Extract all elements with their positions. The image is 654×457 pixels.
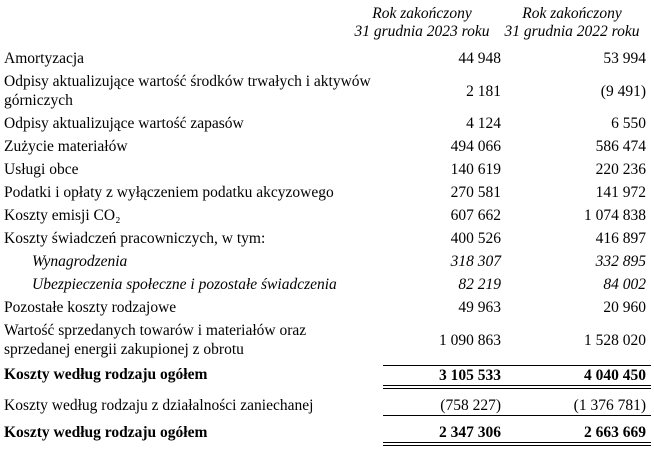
row-label: Amortyzacja (4, 50, 85, 67)
row-label: Podatki i opłaty z wyłączeniem podatku akcyzowego (4, 184, 334, 201)
value-2022: 4 040 450 (584, 366, 646, 384)
value-2022: 1 528 020 (584, 331, 646, 349)
table-row (4, 273, 651, 296)
table-row (4, 250, 651, 273)
row-values (383, 229, 651, 248)
row-label: Koszty emisji CO₂ (4, 207, 121, 224)
column-header-2023-line2: 31 grudnia 2023 roku (354, 23, 490, 40)
column-header-2022-line2: 31 grudnia 2022 roku (504, 23, 640, 40)
row-values (383, 49, 651, 68)
row-label: Wartość sprzedanych towarów i materiałów oraz sprzedanej energii zakupionej z obrotu (4, 322, 307, 358)
row-values (383, 114, 651, 133)
row-values (383, 72, 651, 110)
value-2023: 494 066 (450, 138, 501, 155)
value-2022: 84 002 (603, 276, 646, 293)
table-row (4, 227, 651, 250)
row-label: Koszty według rodzaju z działalności zaniechanej (4, 396, 314, 414)
value-2023: 1 090 863 (439, 331, 501, 349)
table-row (4, 296, 651, 319)
row-values (383, 365, 651, 389)
value-2023: 318 307 (450, 253, 501, 270)
column-header-2023-line1: Rok zakończony (372, 5, 472, 22)
row-label: Koszty według rodzaju ogółem (4, 365, 208, 383)
column-header-year-2023 (347, 5, 497, 41)
table-row (4, 70, 651, 112)
column-header-year-2022 (497, 5, 647, 41)
row-values (383, 396, 651, 416)
value-2022: 416 897 (595, 230, 646, 247)
value-2022: (9 491) (600, 82, 646, 100)
value-2022: 2 663 669 (584, 423, 646, 441)
row-label: Usługi obce (4, 161, 79, 178)
row-label: Odpisy aktualizujące wartość zapasów (4, 115, 244, 132)
row-values (383, 298, 651, 317)
table-row (4, 361, 651, 392)
row-values (383, 137, 651, 156)
row-values (383, 423, 651, 446)
value-2023: 44 948 (458, 50, 501, 67)
row-label: Wynagrodzenia (32, 253, 128, 270)
value-2023: 3 105 533 (439, 366, 501, 384)
value-2023: 4 124 (466, 115, 501, 132)
value-2022: 53 994 (603, 50, 646, 67)
value-2022: 141 972 (595, 184, 646, 201)
value-2023: 270 581 (450, 184, 501, 201)
row-label: Koszty świadczeń pracowniczych, w tym: (4, 230, 266, 247)
table-row (4, 158, 651, 181)
table-row (4, 319, 651, 361)
value-2022: 6 550 (611, 115, 646, 132)
value-2023: (758 227) (440, 396, 501, 414)
table-row (4, 204, 651, 227)
value-2022: 586 474 (595, 138, 646, 155)
table-body (4, 47, 651, 449)
value-2023: 82 219 (458, 276, 501, 293)
row-values (383, 321, 651, 359)
value-2022: (1 376 781) (573, 396, 646, 414)
row-label: Pozostałe koszty rodzajowe (4, 299, 177, 316)
value-2023: 607 662 (450, 207, 501, 224)
row-values (383, 275, 651, 294)
table-row (4, 419, 651, 449)
value-2022: 1 074 838 (584, 207, 646, 224)
table-row (4, 112, 651, 135)
row-label: Odpisy aktualizujące wartość środków trwałych i aktywów górniczych (4, 73, 371, 109)
row-label: Zużycie materiałów (4, 138, 128, 155)
value-2023: 2 181 (466, 82, 501, 100)
table-row (4, 181, 651, 204)
table-row (4, 47, 651, 70)
value-2022: 220 236 (595, 161, 646, 178)
table-header (4, 5, 651, 41)
table-row (4, 135, 651, 158)
value-2023: 400 526 (450, 230, 501, 247)
row-values (383, 160, 651, 179)
value-2022: 332 895 (595, 253, 646, 270)
row-values (383, 183, 651, 202)
value-2023: 49 963 (458, 299, 501, 316)
row-values (383, 206, 651, 225)
value-2022: 20 960 (603, 299, 646, 316)
column-header-2022-line1: Rok zakończony (522, 5, 622, 22)
value-2023: 140 619 (450, 161, 501, 178)
row-values (383, 252, 651, 271)
value-2023: 2 347 306 (439, 423, 501, 441)
row-label: Ubezpieczenia społeczne i pozostałe świadczenia (32, 276, 337, 293)
table-row (4, 392, 651, 419)
row-label: Koszty według rodzaju ogółem (4, 423, 208, 441)
